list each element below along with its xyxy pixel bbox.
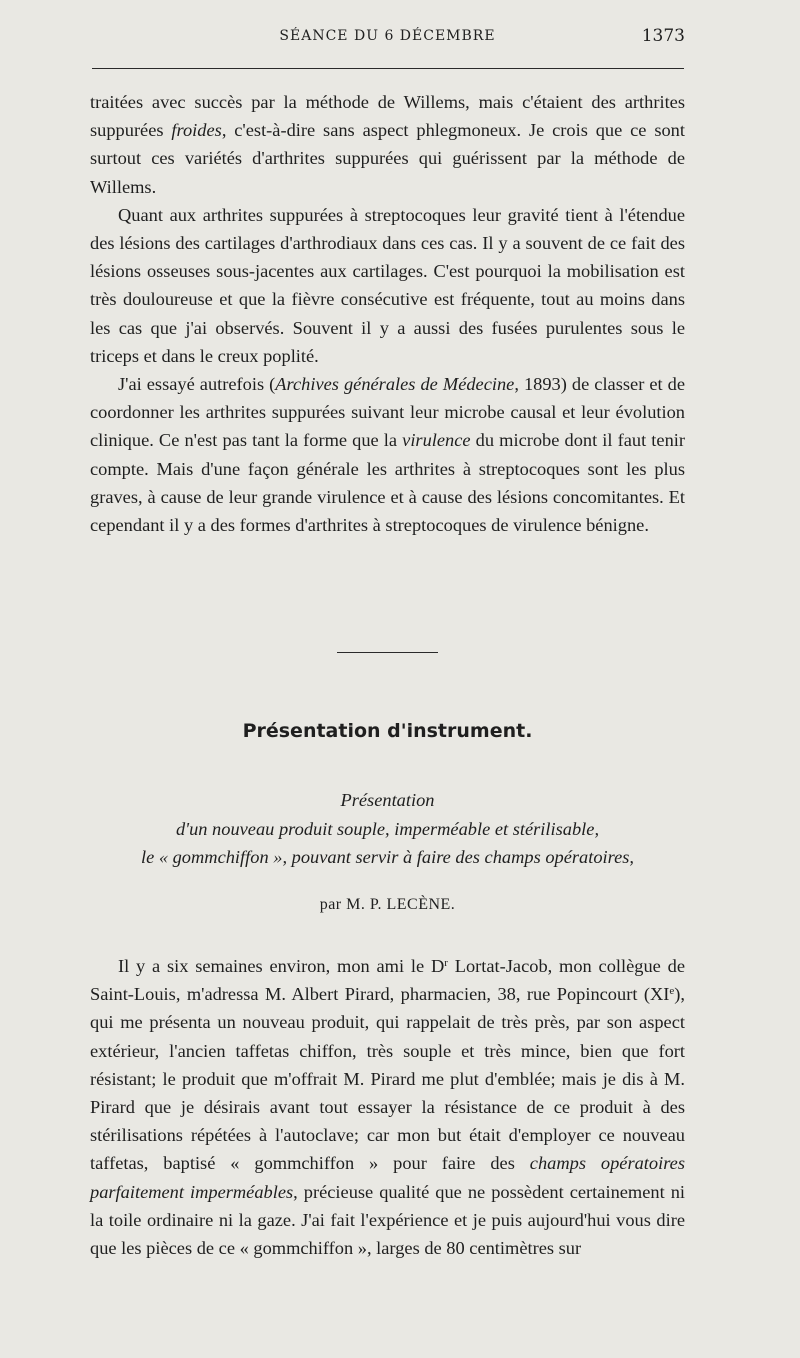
section-separator [337,652,438,653]
author-line: par M. P. LECÈNE. [319,896,456,913]
section-heading: Présentation d'instrument. [242,720,533,742]
journal-citation: Archives générales de Médecine [275,374,515,395]
emphasis: froides [171,120,222,141]
paragraph: traitées avec succès par la méthode de Willems, mais c'étaient des arthrites suppurées froides, c'est-à-dire sans aspect phlegmoneux. Je crois que ce sont surtout ces variétés d'arthrites suppurées qui guérissent par la méthode de Willems. [90,92,685,197]
paper-title-line: Présentation [340,790,435,810]
running-header [90,26,685,50]
continuation-text [90,88,685,539]
running-title: SÉANCE DU 6 DÉCEMBRE [279,28,496,44]
emphasis: champs opératoires parfaitement imperméables [90,1153,686,1202]
paragraph: J'ai essayé autrefois (Archives générales de Médecine, 1893) de classer et de coordonner les arthrites suppurées suivant leur microbe causal et leur évolution clinique. Ce n'est pas tant la forme que la virulence du microbe dont il faut tenir compte. Mais d'une façon générale les arthrites à streptocoques sont les plus graves, à cause de leur grande virulence et à cause des lésions concomitantes. Et cependant il y a des formes d'arthrites à streptocoques de virulence bénigne. [90,374,685,536]
paragraph: Quant aux arthrites suppurées à streptocoques leur gravité tient à l'étendue des lésions des cartilages d'arthrodiaux dans ces cas. Il y a souvent de ce fait des lésions osseuses sous-jacentes aux cartilages. C'est pourquoi la mobilisation est très douloureuse et que la fièvre consécutive est fréquente, tout au moins dans les cas que j'ai observés. Souvent il y a aussi des fusées purulentes sous le triceps et dans le creux poplité. [90,204,685,366]
article-text [90,952,685,1262]
paper-title [90,786,685,872]
emphasis: virulence [402,430,471,451]
page-number: 1373 [641,26,685,46]
paper-title-line: le « gommchiffon », pouvant servir à faire des champs opératoires, [140,847,635,867]
header-rule [92,68,684,69]
paragraph: Il y a six semaines environ, mon ami le $D^r$ Lortat-Jacob, mon collègue de Saint-Louis, m'adressa M. Albert Pirard, pharmacien, 38, rue Popincourt (XIe), qui me présenta un nouveau produit, qui rappelait de très près, par son aspect extérieur, l'ancien taffetas chiffon, très souple et très mince, bien que fort résistant; le produit que m'offrait M. Pirard me plut d'emblée; mais je dis à M. Pirard que je désirais avant tout essayer la résistance de ce produit à des stérilisations répétées à l'autoclave; car mon but était d'employer ce nouveau taffetas, baptisé « gommchiffon » pour faire des champs opératoires parfaitement imperméables, précieuse qualité que ne possèdent certainement ni la toile ordinaire ni la gaze. J'ai fait l'expérience et je puis aujourd'hui vous dire que les pièces de ce « gommchiffon », larges de 80 centimètres sur [90,956,686,1259]
paper-title-line: d'un nouveau produit souple, imperméable et stérilisable, [175,818,600,839]
